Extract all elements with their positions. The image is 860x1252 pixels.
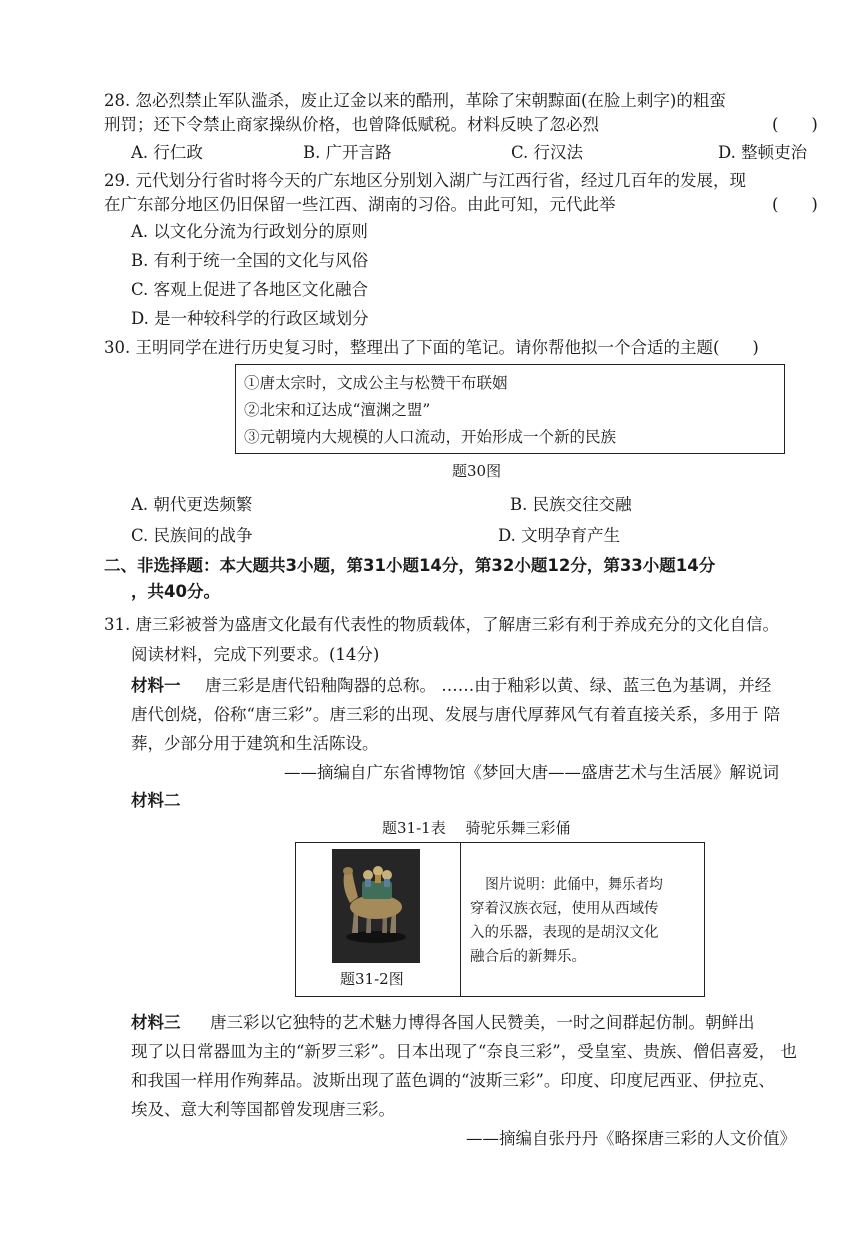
q28-stem-line1: 28. 忽必烈禁止军队滥杀，废止辽金以来的酷刑，革除了宋朝黥面(在脸上刺字)的粗蛮	[104, 91, 726, 110]
q30-option-a: A. 朝代更迭频繁	[131, 495, 253, 514]
q29-option-a: A. 以文化分流为行政划分的原则	[131, 222, 368, 241]
q30-note-3: ③元朝境内大规模的人口流动，开始形成一个新的民族	[244, 428, 617, 446]
q31-material3-label: 材料三	[131, 1013, 181, 1032]
q30-option-d: D. 文明孕育产生	[498, 526, 621, 545]
q31-material3-source: ——摘编自张丹丹《略探唐三彩的人文价值》	[466, 1129, 796, 1148]
q31-material1-line2: 唐代创烧，俗称“唐三彩”。唐三彩的出现、发展与唐代厚葬风气有着直接关系，多用于 陪	[131, 705, 781, 724]
q31-table-text-line4: 融合后的新舞乐。	[470, 949, 586, 965]
q31-material3-line2: 现了以日常器皿为主的“新罗三彩”。日本出现了“奈良三彩”，受皇室、贵族、僧侣喜爱， 也	[131, 1042, 797, 1061]
q31-material1-source: ——摘编自广东省博物馆《梦回大唐——盛唐艺术与生活展》解说词	[284, 763, 779, 782]
q29-answer-paren[interactable]: ( )	[772, 195, 818, 214]
q31-table-text-line2: 穿着汉族衣冠，使用从西域传	[470, 901, 659, 917]
q31-table-title: 题31-1表 骑驼乐舞三彩俑	[382, 819, 571, 837]
section2-heading-line1: 二、非选择题：本大题共3小题，第31小题14分，第32小题12分，第33小题14分	[104, 556, 716, 575]
q29-option-c: C. 客观上促进了各地区文化融合	[131, 280, 369, 299]
q30-option-c: C. 民族间的战争	[131, 526, 253, 545]
q30-note-2: ②北宋和辽达成“澶渊之盟”	[244, 401, 431, 419]
q28-answer-paren[interactable]: ( )	[772, 115, 818, 134]
q28-option-a: A. 行仁政	[131, 143, 203, 162]
q31-table-text-line3: 入的乐器，表现的是胡汉文化	[470, 925, 659, 941]
q31-stem-line1: 31. 唐三彩被誉为盛唐文化最有代表性的物质载体，了解唐三彩有利于养成充分的文化自信。	[104, 615, 779, 634]
q29-option-d: D. 是一种较科学的行政区域划分	[131, 309, 369, 328]
q29-stem-line2: 在广东部分地区仍旧保留一些江西、湖南的习俗。由此可知，元代此举	[104, 195, 616, 214]
q31-figure-caption: 题31-2图	[340, 970, 404, 988]
section2-heading-line2: ，共40分。	[131, 582, 220, 601]
q28-option-d: D. 整顿吏治	[718, 143, 808, 162]
q31-material3-line3: 和我国一样用作殉葬品。波斯出现了蓝色调的“波斯三彩”。印度、印度尼西亚、伊拉克、	[131, 1071, 775, 1090]
q30-notes-box	[235, 364, 785, 454]
q31-material3-line1: 唐三彩以它独特的艺术魅力博得各国人民赞美，一时之间群起仿制。朝鲜出	[210, 1013, 755, 1032]
q31-material3-line4: 埃及、意大利等国都曾发现唐三彩。	[131, 1100, 395, 1119]
q28-stem-line2: 刑罚；还下令禁止商家操纵价格，也曾降低赋税。材料反映了忽必烈	[104, 115, 599, 134]
q30-note-1: ①唐太宗时，文成公主与松赞干布联姻	[244, 374, 508, 392]
q28-option-b: B. 广开言路	[303, 143, 392, 162]
q29-option-b: B. 有利于统一全国的文化与风俗	[131, 251, 369, 270]
q30-figure-caption: 题30图	[452, 462, 502, 480]
q30-stem: 30. 王明同学在进行历史复习时，整理出了下面的笔记。请你帮他拟一个合适的主题( )	[104, 338, 759, 357]
q30-option-b: B. 民族交往交融	[510, 495, 632, 514]
q31-material1-label: 材料一	[131, 676, 181, 695]
tricolor-camel-figurine-image	[332, 849, 420, 963]
q31-table-text-line1: 图片说明：此俑中，舞乐者均	[485, 877, 663, 893]
q29-stem-line1: 29. 元代划分行省时将今天的广东地区分别划入湖广与江西行省，经过几百年的发展，现	[104, 171, 746, 190]
q31-material2-label: 材料二	[131, 791, 181, 810]
q31-stem-line2: 阅读材料，完成下列要求。(14分)	[131, 645, 380, 664]
q31-material2-table	[295, 842, 705, 997]
q31-material1-line1: 唐三彩是唐代铅釉陶器的总称。 ……由于釉彩以黄、绿、蓝三色为基调，并经	[205, 676, 772, 695]
q31-material1-line3: 葬，少部分用于建筑和生活陈设。	[131, 734, 379, 753]
q28-option-c: C. 行汉法	[511, 143, 584, 162]
table-column-divider	[460, 843, 461, 996]
